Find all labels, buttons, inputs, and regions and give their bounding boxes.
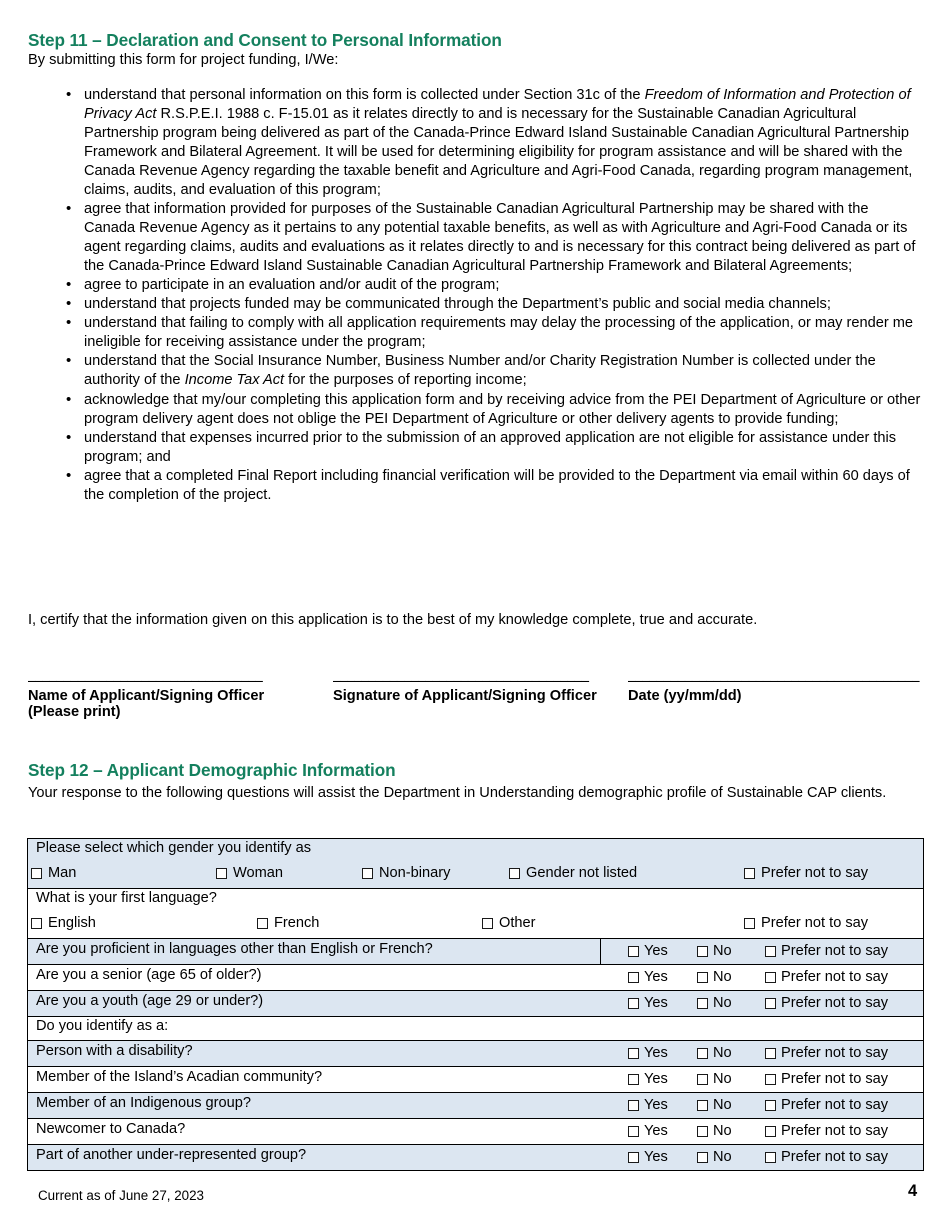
- q-acadian-prefer-not-to-say-checkbox[interactable]: [765, 1074, 776, 1085]
- bullet-text-run: understand that projects funded may be communicated through the Department’s public and social media channels;: [84, 296, 831, 313]
- bullet-no-obligation: [28, 391, 922, 429]
- gender-gender-not-listed-option[interactable]: [509, 865, 637, 881]
- italic-legal-title: Freedom of Information and Protection of Privacy Act: [84, 87, 911, 123]
- q-indigenous-yes-checkbox[interactable]: [628, 1100, 639, 1111]
- language-english-checkbox[interactable]: [31, 918, 42, 929]
- gender-man-checkbox[interactable]: [31, 868, 42, 879]
- bullet-compliance-delay: [28, 314, 922, 352]
- q-youth-yes[interactable]: [628, 995, 668, 1011]
- gender-man-label: Man: [48, 865, 77, 881]
- q-disability-no[interactable]: [697, 1045, 732, 1061]
- language-question: What is your first language?: [36, 890, 217, 906]
- q-disability-question-cell: [28, 1041, 601, 1067]
- q-youth-yes-label: Yes: [644, 995, 668, 1011]
- gender-gender-not-listed-label: Gender not listed: [526, 865, 638, 881]
- q-indigenous-no[interactable]: [697, 1097, 732, 1113]
- bullet-media-channels: [28, 295, 922, 314]
- q-language-proficiency-no-checkbox[interactable]: [697, 946, 708, 957]
- q-senior-no-label: No: [713, 969, 732, 985]
- q-acadian-yes-checkbox[interactable]: [628, 1074, 639, 1085]
- q-indigenous-prefer-not-to-say-checkbox[interactable]: [765, 1100, 776, 1111]
- q-acadian-yes-label: Yes: [644, 1071, 668, 1087]
- q-senior-yes[interactable]: [628, 969, 668, 985]
- q-acadian-no-checkbox[interactable]: [697, 1074, 708, 1085]
- q-indigenous-answer-cell: [601, 1093, 924, 1119]
- q-under-represented-answer-cell: [601, 1145, 924, 1171]
- q-language-proficiency-yes[interactable]: [628, 943, 668, 959]
- footer-current-as-of: Current as of June 27, 2023: [38, 1188, 205, 1203]
- date-signature-rule: _________________________________________: [628, 668, 920, 684]
- gender-man-option[interactable]: [31, 865, 76, 881]
- signature-block: [28, 668, 922, 730]
- q-language-proficiency-prefer-not-to-say[interactable]: [765, 943, 888, 959]
- table-row: [28, 1041, 924, 1067]
- demographic-table: [27, 838, 924, 1171]
- step-11-heading: Step 11 – Declaration and Consent to Personal Information: [28, 30, 502, 50]
- q-youth-question-cell: [28, 991, 601, 1017]
- q-language-proficiency-yes-checkbox[interactable]: [628, 946, 639, 957]
- language-row: [28, 889, 924, 939]
- q-acadian-no[interactable]: [697, 1071, 732, 1087]
- q-youth-yes-checkbox[interactable]: [628, 998, 639, 1009]
- bullet-text-run: agree to participate in an evaluation and/or audit of the program;: [84, 277, 500, 294]
- q-newcomer-answer-cell: [601, 1119, 924, 1145]
- q-acadian-answers: [601, 1067, 923, 1092]
- q-newcomer-question-cell: [28, 1119, 601, 1145]
- bullet-text-run: agree that information provided for purposes of the Sustainable Canadian Agricultural Partnership may be shared with the Canada Revenue Agency as it pertains to any potential taxable benefits, as well as with Agriculture and Agri-Food Canada or its agent regarding claims, audits and evaluations as it relates directly to and is necessary for this contract being delivered as part of the Canada-Prince Edward Island Sustainable Canadian Agricultural Partnership Framework and Bilateral Agreements;: [84, 201, 916, 275]
- identify-header-label: Do you identify as a:: [36, 1018, 169, 1034]
- language-english-label: English: [48, 915, 96, 931]
- q-disability-yes-checkbox[interactable]: [628, 1048, 639, 1059]
- signature-rule: ____________________________________: [333, 668, 589, 684]
- q-indigenous-no-label: No: [713, 1097, 732, 1113]
- bullet-information-sharing: [28, 200, 922, 276]
- q-senior-answer-cell: [601, 965, 924, 991]
- q-senior-yes-label: Yes: [644, 969, 668, 985]
- language-other-option[interactable]: [482, 915, 536, 931]
- q-under-represented-prefer-not-to-say[interactable]: [765, 1149, 888, 1165]
- q-under-represented-answers: [601, 1145, 923, 1170]
- gender-prefer-not-to-say-checkbox[interactable]: [744, 868, 755, 879]
- table-row: [28, 991, 924, 1017]
- bullet-text-run: for the purposes of reporting income;: [284, 372, 527, 389]
- q-newcomer-yes-checkbox[interactable]: [628, 1126, 639, 1137]
- step-12-intro-text: Your response to the following questions will assist the Department in Understanding demographic profile of Sustainable CAP clients.: [28, 785, 887, 801]
- q-language-proficiency-label: Are you proficient in languages other than English or French?: [36, 941, 433, 957]
- q-language-proficiency-prefer-not-to-say-label: Prefer not to say: [781, 943, 889, 959]
- gender-woman-option[interactable]: [216, 865, 283, 881]
- q-indigenous-answers: [601, 1093, 923, 1118]
- gender-row: [28, 839, 924, 889]
- table-row: [28, 939, 924, 965]
- bullet-text-run: understand that the Social Insurance Number, Business Number and/or Charity Registration Number is collected under the authority of the: [84, 353, 876, 389]
- bullet-text-run: agree that a completed Final Report including financial verification will be provided to the Department via email within 60 days of the completion of the project.: [84, 467, 910, 503]
- q-language-proficiency-prefer-not-to-say-checkbox[interactable]: [765, 946, 776, 957]
- gender-non-binary-checkbox[interactable]: [362, 868, 373, 879]
- q-acadian-prefer-not-to-say-label: Prefer not to say: [781, 1071, 889, 1087]
- table-row: [28, 965, 924, 991]
- q-newcomer-no-label: No: [713, 1123, 732, 1139]
- q-indigenous-prefer-not-to-say[interactable]: [765, 1097, 888, 1113]
- table-row: [28, 1119, 924, 1145]
- q-senior-prefer-not-to-say[interactable]: [765, 969, 888, 985]
- gender-prefer-not-to-say-option[interactable]: [744, 865, 868, 881]
- date-label: Date (yy/mm/dd): [628, 688, 742, 704]
- q-newcomer-label: Newcomer to Canada?: [36, 1121, 186, 1137]
- gender-woman-checkbox[interactable]: [216, 868, 227, 879]
- q-under-represented-no-checkbox[interactable]: [697, 1152, 708, 1163]
- q-youth-answer-cell: [601, 991, 924, 1017]
- gender-non-binary-option[interactable]: [362, 865, 450, 881]
- q-disability-prefer-not-to-say-label: Prefer not to say: [781, 1045, 889, 1061]
- gender-woman-label: Woman: [233, 865, 284, 881]
- name-signature-rule: _________________________________: [28, 668, 263, 684]
- q-newcomer-yes-label: Yes: [644, 1123, 668, 1139]
- q-acadian-yes[interactable]: [628, 1071, 668, 1087]
- gender-non-binary-label: Non-binary: [379, 865, 451, 881]
- q-under-represented-prefer-not-to-say-label: Prefer not to say: [781, 1149, 889, 1165]
- q-senior-label: Are you a senior (age 65 of older?): [36, 967, 262, 983]
- q-senior-no[interactable]: [697, 969, 732, 985]
- step-12-heading: Step 12 – Applicant Demographic Information: [28, 760, 396, 780]
- q-indigenous-label: Member of an Indigenous group?: [36, 1095, 251, 1111]
- signature-field-date[interactable]: [628, 668, 922, 704]
- gender-cell: [28, 839, 924, 889]
- language-prefer-not-to-say-label: Prefer not to say: [761, 915, 869, 931]
- identify-header-row: [28, 1017, 924, 1041]
- q-under-represented-prefer-not-to-say-checkbox[interactable]: [765, 1152, 776, 1163]
- q-language-proficiency-answers: [601, 939, 923, 964]
- q-acadian-prefer-not-to-say[interactable]: [765, 1071, 888, 1087]
- q-disability-prefer-not-to-say[interactable]: [765, 1045, 888, 1061]
- gender-options: [28, 862, 923, 888]
- bullet-text-run: understand that expenses incurred prior to the submission of an approved application are not eligible for assistance under this program; and: [84, 429, 897, 465]
- gender-gender-not-listed-checkbox[interactable]: [509, 868, 520, 879]
- q-acadian-answer-cell: [601, 1067, 924, 1093]
- q-disability-label: Person with a disability?: [36, 1043, 193, 1059]
- q-newcomer-answers: [601, 1119, 923, 1144]
- language-other-label: Other: [499, 915, 536, 931]
- signature-field-signature[interactable]: [333, 668, 623, 704]
- q-senior-no-checkbox[interactable]: [697, 972, 708, 983]
- bullet-prior-expenses: [28, 429, 922, 467]
- q-youth-prefer-not-to-say[interactable]: [765, 995, 888, 1011]
- step-11-intro-text: By submitting this form for project funding, I/We:: [28, 52, 339, 68]
- q-disability-answer-cell: [601, 1041, 924, 1067]
- q-acadian-no-label: No: [713, 1071, 732, 1087]
- language-french-option[interactable]: [257, 915, 319, 931]
- q-language-proficiency-no-label: No: [713, 943, 732, 959]
- q-senior-prefer-not-to-say-label: Prefer not to say: [781, 969, 889, 985]
- q-under-represented-no-label: No: [713, 1149, 732, 1165]
- gender-prefer-not-to-say-label: Prefer not to say: [761, 865, 869, 881]
- q-youth-no-label: No: [713, 995, 732, 1011]
- language-english-option[interactable]: [31, 915, 96, 931]
- q-language-proficiency-no[interactable]: [697, 943, 732, 959]
- table-row: [28, 1093, 924, 1119]
- language-prefer-not-to-say-checkbox[interactable]: [744, 918, 755, 929]
- bullet-evaluation-audit: [28, 276, 922, 295]
- bullet-text-run: acknowledge that my/our completing this application form and by receiving advice from the PEI Department of Agriculture or other program delivery agent does not oblige the PEI Department of Agriculture or other delivery agents to provide funding;: [84, 391, 921, 427]
- q-newcomer-yes[interactable]: [628, 1123, 668, 1139]
- q-under-represented-no[interactable]: [697, 1149, 732, 1165]
- language-other-checkbox[interactable]: [482, 918, 493, 929]
- bullet-text-run: understand that failing to comply with all application requirements may delay the processing of the application, or may render me ineligible for receiving assistance under the program;: [84, 315, 914, 351]
- identify-header-cell: [28, 1017, 924, 1041]
- signature-label: Signature of Applicant/Signing Officer: [333, 688, 597, 704]
- q-youth-answers: [601, 991, 923, 1016]
- language-french-checkbox[interactable]: [257, 918, 268, 929]
- q-under-represented-yes-checkbox[interactable]: [628, 1152, 639, 1163]
- q-newcomer-prefer-not-to-say-label: Prefer not to say: [781, 1123, 889, 1139]
- language-cell: [28, 889, 924, 939]
- q-language-proficiency-answer-cell: [601, 939, 924, 965]
- q-youth-no-checkbox[interactable]: [697, 998, 708, 1009]
- table-row: [28, 1145, 924, 1171]
- q-disability-yes[interactable]: [628, 1045, 668, 1061]
- q-under-represented-yes[interactable]: [628, 1149, 668, 1165]
- name-signature-label-line2: (Please print): [28, 704, 121, 720]
- bullet-privacy-act: [28, 86, 922, 200]
- italic-legal-title: Income Tax Act: [184, 372, 285, 389]
- certification-statement: I, certify that the information given on this application is to the best of my knowledge complete, true and accurate.: [28, 612, 758, 628]
- q-newcomer-no[interactable]: [697, 1123, 732, 1139]
- q-disability-yes-label: Yes: [644, 1045, 668, 1061]
- q-newcomer-prefer-not-to-say[interactable]: [765, 1123, 888, 1139]
- q-youth-no[interactable]: [697, 995, 732, 1011]
- q-under-represented-label: Part of another under-represented group?: [36, 1147, 307, 1163]
- q-disability-no-label: No: [713, 1045, 732, 1061]
- gender-question: Please select which gender you identify as: [36, 840, 312, 856]
- language-prefer-not-to-say-option[interactable]: [744, 915, 868, 931]
- q-newcomer-prefer-not-to-say-checkbox[interactable]: [765, 1126, 776, 1137]
- q-disability-prefer-not-to-say-checkbox[interactable]: [765, 1048, 776, 1059]
- bullet-income-tax-act: [28, 352, 922, 390]
- q-youth-label: Are you a youth (age 29 or under?): [36, 993, 264, 1009]
- q-under-represented-question-cell: [28, 1145, 601, 1171]
- q-senior-question-cell: [28, 965, 601, 991]
- table-row: [28, 1067, 924, 1093]
- q-acadian-label: Member of the Island’s Acadian community?: [36, 1069, 323, 1085]
- page-number: 4: [908, 1182, 918, 1200]
- q-language-proficiency-yes-label: Yes: [644, 943, 668, 959]
- q-indigenous-question-cell: [28, 1093, 601, 1119]
- q-indigenous-yes-label: Yes: [644, 1097, 668, 1113]
- bullet-text-run: understand that personal information on this form is collected under Section 31c of the: [84, 87, 645, 103]
- q-newcomer-no-checkbox[interactable]: [697, 1126, 708, 1137]
- name-signature-label: Name of Applicant/Signing Officer: [28, 688, 265, 704]
- q-senior-answers: [601, 965, 923, 990]
- q-under-represented-yes-label: Yes: [644, 1149, 668, 1165]
- q-disability-answers: [601, 1041, 923, 1066]
- q-indigenous-no-checkbox[interactable]: [697, 1100, 708, 1111]
- q-disability-no-checkbox[interactable]: [697, 1048, 708, 1059]
- q-senior-yes-checkbox[interactable]: [628, 972, 639, 983]
- declaration-bullet-list: [28, 86, 922, 505]
- q-youth-prefer-not-to-say-label: Prefer not to say: [781, 995, 889, 1011]
- signature-field-name[interactable]: [28, 668, 328, 720]
- q-indigenous-prefer-not-to-say-label: Prefer not to say: [781, 1097, 889, 1113]
- q-youth-prefer-not-to-say-checkbox[interactable]: [765, 998, 776, 1009]
- q-senior-prefer-not-to-say-checkbox[interactable]: [765, 972, 776, 983]
- q-indigenous-yes[interactable]: [628, 1097, 668, 1113]
- language-french-label: French: [274, 915, 320, 931]
- q-language-proficiency-question-cell: [28, 939, 601, 965]
- bullet-text-run: R.S.P.E.I. 1988 c. F-15.01 as it relates directly to and is necessary for the Sustainable Canadian Agricultural Partnership program being delivered as part of the Canada-Prince Edward Island Sustainable Canadian Agricultural Partnership Framework and Bilateral Agreement. It will be used for determining eligibility for program assistance and will be shared with the Canada Revenue Agency regarding the taxable benefit and Agriculture and Agri-Food Canada, regarding program management, claims, audits, and evaluation of this program;: [84, 106, 913, 199]
- language-options: [28, 912, 923, 938]
- q-acadian-question-cell: [28, 1067, 601, 1093]
- bullet-final-report: [28, 467, 922, 505]
